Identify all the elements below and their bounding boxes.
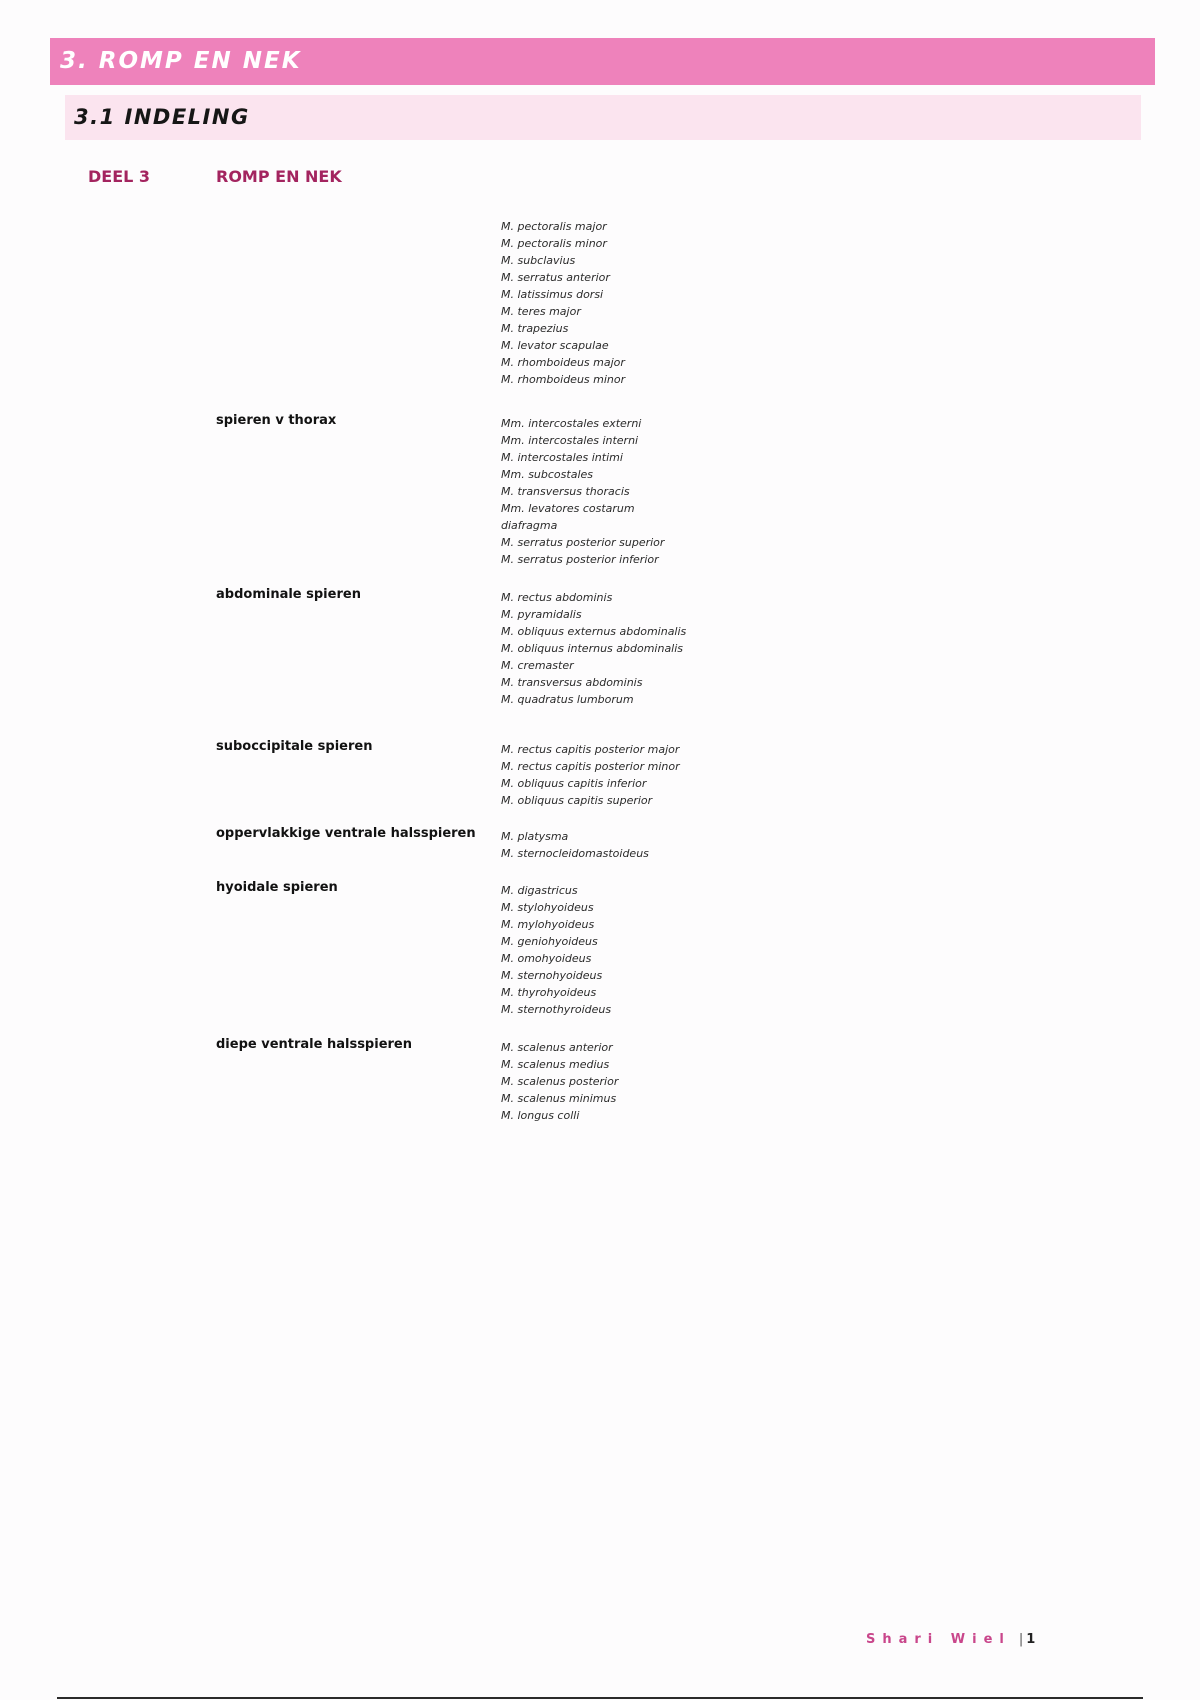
- muscle-item: M. sternocleidomastoideus: [501, 847, 649, 860]
- muscle-item: M. serratus posterior superior: [501, 536, 665, 549]
- muscle-list: [501, 415, 664, 568]
- muscle-item: M. rectus capitis posterior minor: [501, 760, 680, 773]
- footer-author: Shari Wiel: [866, 1632, 1011, 1647]
- muscle-item: M. intercostales intimi: [501, 451, 623, 464]
- muscle-item: M. sternohyoideus: [501, 969, 603, 982]
- page-number: 1: [1026, 1632, 1036, 1647]
- group-label: diepe ventrale halsspieren: [216, 1037, 412, 1052]
- muscle-item: M. thyrohyoideus: [501, 986, 597, 999]
- muscle-list: [501, 589, 686, 708]
- muscle-item: Mm. intercostales interni: [501, 434, 639, 447]
- group-label: abdominale spieren: [216, 587, 361, 602]
- muscle-item: M. quadratus lumborum: [501, 693, 634, 706]
- section-title: 3.1 INDELING: [74, 105, 250, 129]
- muscle-item: M. transversus thoracis: [501, 485, 630, 498]
- muscle-item: M. teres major: [501, 305, 581, 318]
- muscle-list: [501, 828, 649, 862]
- muscle-item: M. transversus abdominis: [501, 676, 643, 689]
- part-label: DEEL 3: [88, 167, 151, 186]
- muscle-item: M. platysma: [501, 830, 569, 843]
- muscle-item: M. obliquus internus abdominalis: [501, 642, 684, 655]
- muscle-item: M. scalenus posterior: [501, 1075, 619, 1088]
- muscle-item: M. rectus abdominis: [501, 591, 613, 604]
- muscle-item: M. mylohyoideus: [501, 918, 595, 931]
- group-label: spieren v thorax: [216, 413, 337, 428]
- muscle-item: M. scalenus medius: [501, 1058, 610, 1071]
- group-label: suboccipitale spieren: [216, 739, 373, 754]
- footer-separator: |: [1018, 1632, 1024, 1647]
- muscle-item: M. geniohyoideus: [501, 935, 598, 948]
- part-title: ROMP EN NEK: [216, 167, 342, 186]
- muscle-item: M. digastricus: [501, 884, 578, 897]
- bottom-rule: [57, 1697, 1143, 1699]
- group-label: oppervlakkige ventrale halsspieren: [216, 826, 476, 841]
- page-footer: [866, 1632, 1035, 1647]
- muscle-item: M. pectoralis minor: [501, 237, 607, 250]
- muscle-item: M. omohyoideus: [501, 952, 592, 965]
- muscle-item: M. stylohyoideus: [501, 901, 594, 914]
- muscle-item: M. levator scapulae: [501, 339, 609, 352]
- muscle-item: M. rhomboideus minor: [501, 373, 626, 386]
- muscle-item: M. obliquus capitis superior: [501, 794, 653, 807]
- muscle-item: M. latissimus dorsi: [501, 288, 604, 301]
- muscle-item: Mm. subcostales: [501, 468, 594, 481]
- muscle-item: M. sternothyroideus: [501, 1003, 612, 1016]
- muscle-item: Mm. intercostales externi: [501, 417, 642, 430]
- muscle-item: M. cremaster: [501, 659, 574, 672]
- muscle-item: M. obliquus capitis inferior: [501, 777, 647, 790]
- muscle-item: M. subclavius: [501, 254, 576, 267]
- muscle-list: [501, 1039, 618, 1124]
- muscle-item: Mm. levatores costarum: [501, 502, 635, 515]
- chapter-header-bar: [50, 38, 1155, 85]
- muscle-item: M. trapezius: [501, 322, 569, 335]
- chapter-title: 3. ROMP EN NEK: [60, 48, 302, 74]
- muscle-item: diafragma: [501, 519, 558, 532]
- muscle-list: [501, 882, 611, 1018]
- muscle-item: M. serratus anterior: [501, 271, 610, 284]
- muscle-item: M. pectoralis major: [501, 220, 607, 233]
- muscle-item: M. serratus posterior inferior: [501, 553, 659, 566]
- muscle-item: M. pyramidalis: [501, 608, 582, 621]
- muscle-item: M. scalenus minimus: [501, 1092, 617, 1105]
- section-header-bar: [65, 95, 1141, 140]
- muscle-list: [501, 218, 625, 388]
- muscle-item: M. scalenus anterior: [501, 1041, 613, 1054]
- muscle-list: [501, 741, 680, 809]
- muscle-item: M. rhomboideus major: [501, 356, 625, 369]
- muscle-item: M. rectus capitis posterior major: [501, 743, 680, 756]
- muscle-item: M. obliquus externus abdominalis: [501, 625, 687, 638]
- muscle-item: M. longus colli: [501, 1109, 580, 1122]
- group-label: hyoidale spieren: [216, 880, 338, 895]
